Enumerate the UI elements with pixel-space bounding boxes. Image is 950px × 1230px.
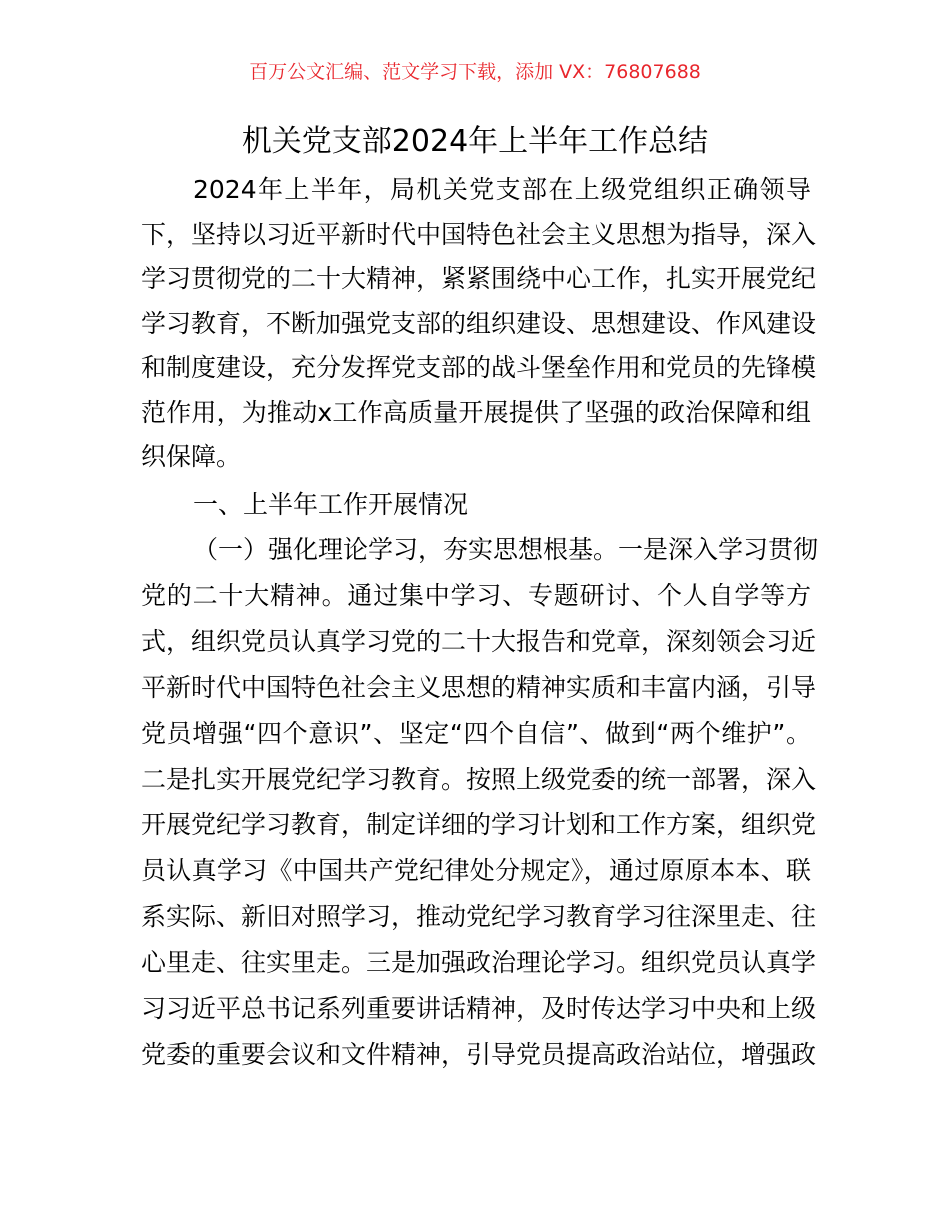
paragraph-line: 下，坚持以习近平新时代中国特色社会主义思想为指导，深入 xyxy=(141,219,817,249)
paragraph-line: （一）强化理论学习，夯实思想根基。一是深入学习贯彻 xyxy=(193,535,819,564)
paragraph-line: 党员增强“四个意识”、坚定“四个自信”、做到“两个维护”。 xyxy=(141,718,811,748)
paragraph-line: 党委的重要会议和文件精神，引导党员提高政治站位，增强政 xyxy=(141,1039,817,1069)
section-heading: 一、上半年工作开展情况 xyxy=(193,490,469,519)
paragraph-line: 员认真学习《中国共产党纪律处分规定》，通过原原本本、联 xyxy=(141,856,811,886)
document-title: 机关党支部2024年上半年工作总结 xyxy=(241,124,709,159)
paragraph-line: 和制度建设，充分发挥党支部的战斗堡垒作用和党员的先锋模 xyxy=(141,353,817,382)
paragraph-line: 系实际、新旧对照学习，推动党纪学习教育学习往深里走、往 xyxy=(141,902,817,932)
paragraph-line: 二是扎实开展党纪学习教育。按照上级党委的统一部署，深入 xyxy=(141,764,817,794)
paragraph-line: 范作用，为推动x工作高质量开展提供了坚强的政治保障和组 xyxy=(141,397,811,427)
paragraph-line: 学习贯彻党的二十大精神，紧紧围绕中心工作，扎实开展党纪 xyxy=(141,264,817,293)
paragraph-line: 心里走、往实里走。三是加强政治理论学习。组织党员认真学 xyxy=(141,948,817,978)
paragraph-line: 学习教育，不断加强党支部的组织建设、思想建设、作风建设 xyxy=(141,308,817,338)
watermark-header: 百万公文汇编、范文学习下载，添加 VX：76807688 xyxy=(249,61,701,83)
paragraph-line: 党的二十大精神。通过集中学习、专题研讨、个人自学等方 xyxy=(141,580,811,610)
paragraph-line: 式，组织党员认真学习党的二十大报告和党章，深刻领会习近 xyxy=(141,626,817,656)
paragraph-line: 开展党纪学习教育，制定详细的学习计划和工作方案，组织党 xyxy=(141,810,817,840)
paragraph-line: 平新时代中国特色社会主义思想的精神实质和丰富内涵，引导 xyxy=(141,672,817,702)
paragraph-line: 2024年上半年，局机关党支部在上级党组织正确领导 xyxy=(193,175,811,204)
paragraph-line: 习习近平总书记系列重要讲话精神，及时传达学习中央和上级 xyxy=(141,994,817,1023)
paragraph-line: 织保障。 xyxy=(141,442,242,471)
